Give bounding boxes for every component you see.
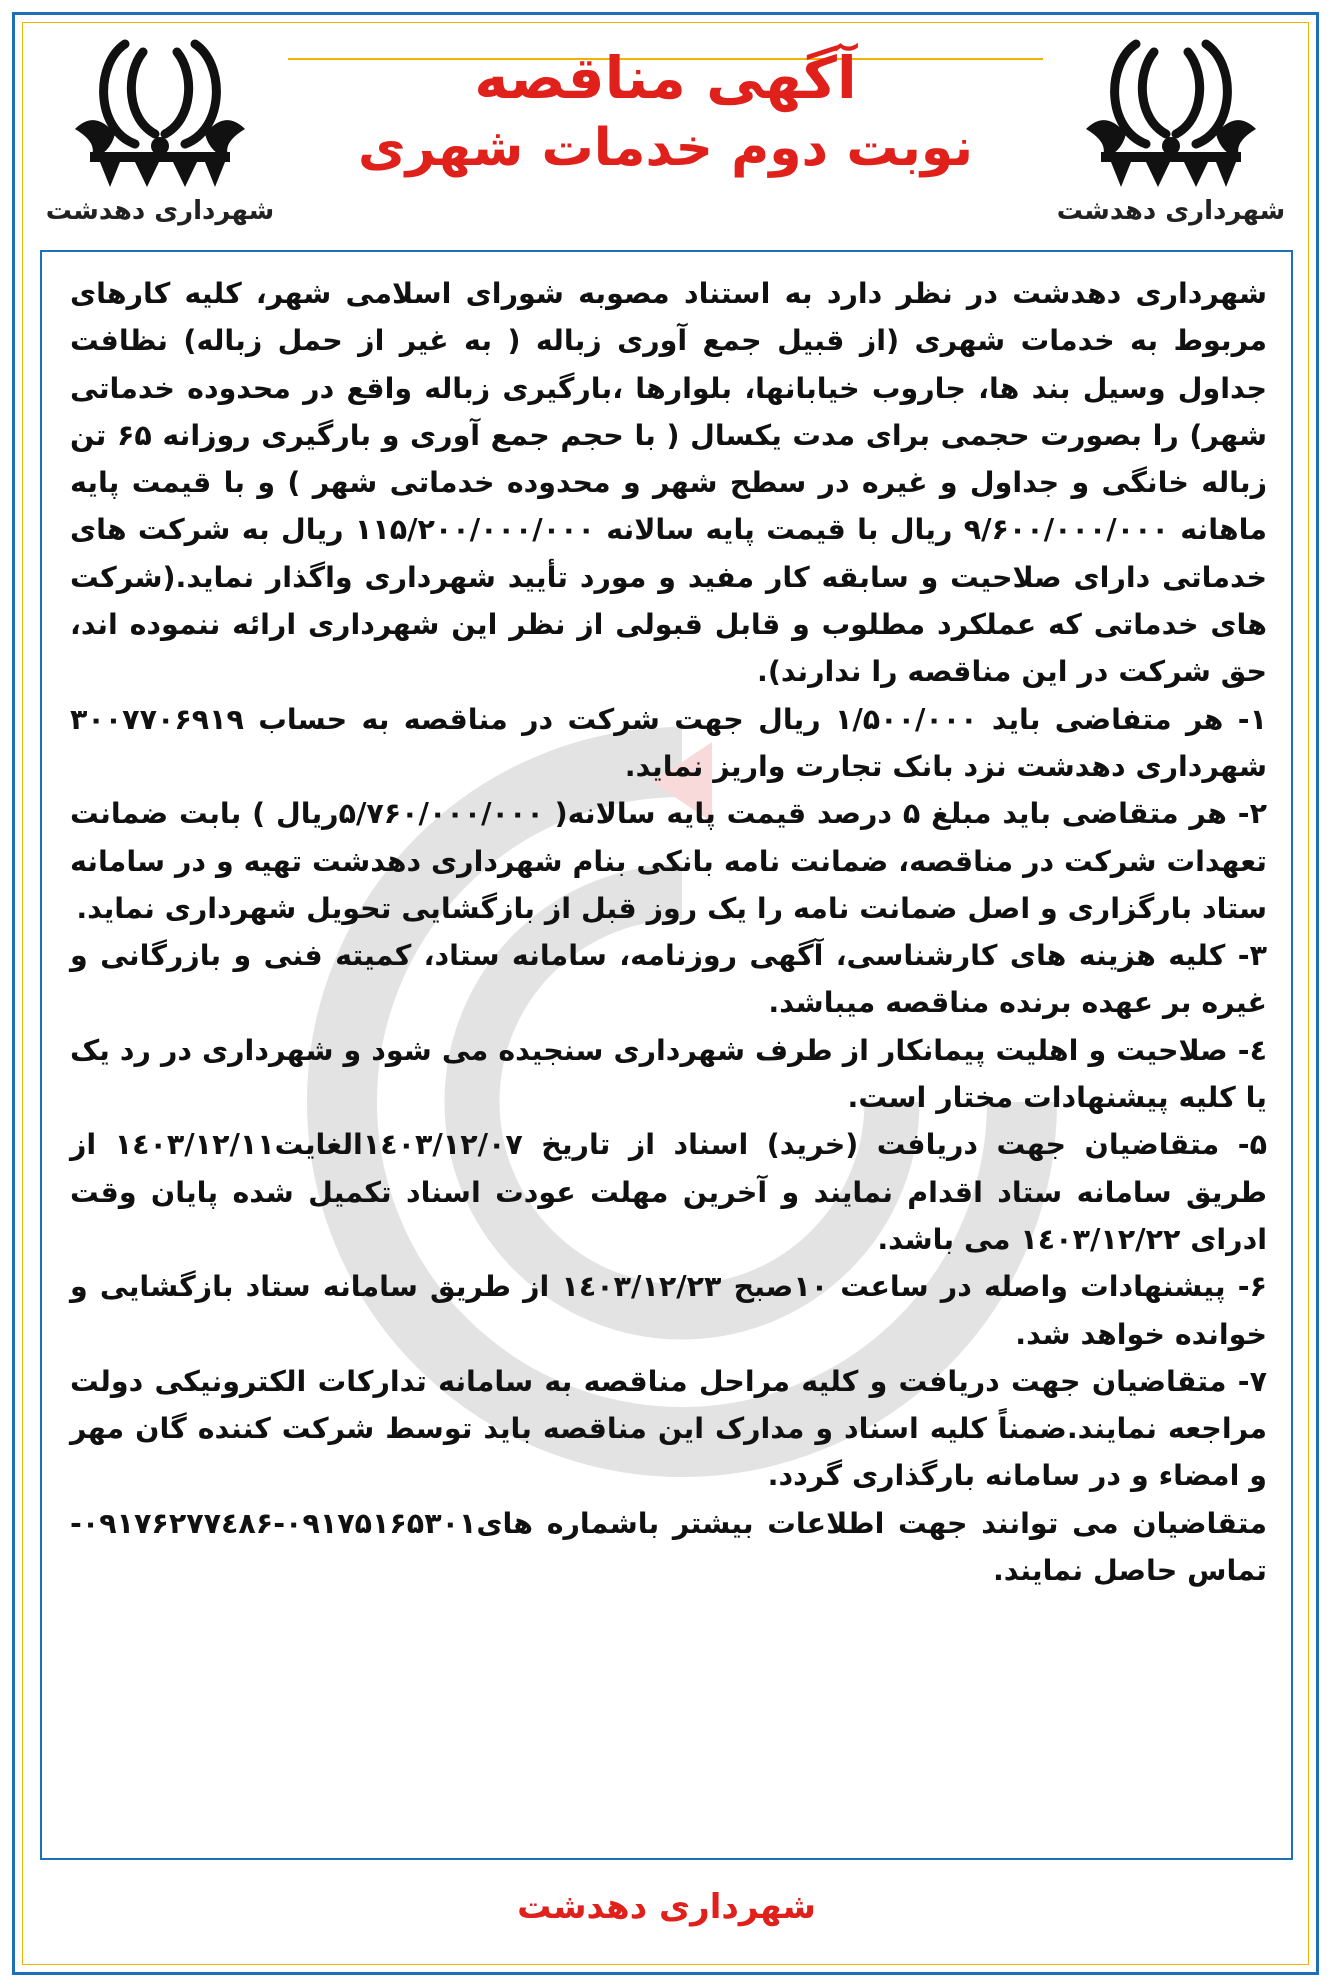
notice-contact: متقاضیان می توانند جهت اطلاعات بیشتر باشماره های۰۹۱۷۵۱۶۵۳۰۱-۰۹۱۷۶۲۷۷٤۸۶-تماس حاصل نمایند. <box>70 1506 1267 1588</box>
municipality-emblem-icon <box>1066 34 1276 194</box>
title-block <box>302 42 1029 182</box>
notice-item-4: ٤- صلاحیت و اهلیت پیمانکار از طرف شهرداری سنجیده می شود و شهرداری در رد یک یا کلیه پیشنهادات مختار است. <box>70 1033 1267 1115</box>
notice-item-5: ۵- متقاضیان جهت دریافت (خرید) اسناد از تاریخ ۱٤۰۳/۱۲/۰۷الغایت۱٤۰۳/۱۲/۱۱ از طریق سامانه ستاد اقدام نمایند و آخرین مهلت عودت اسناد تکمیل شده پایان وقت ادرای ۱٤۰۳/۱۲/۲۲ می باشد. <box>70 1128 1267 1256</box>
footer-signature: شهرداری دهدشت <box>517 1887 816 1927</box>
municipality-emblem-icon <box>55 34 265 194</box>
page-title: آگهی مناقصه <box>474 44 857 112</box>
notice-item-7: ۷- متقاضیان جهت دریافت و کلیه مراحل مناقصه به سامانه تدارکات الکترونیکی دولت مراجعه نمایند.ضمناً کلیه اسناد و مدارک این مناقصه باید توسط شرکت کننده گان مهر و امضاء و در سامانه بارگذاری گردد. <box>70 1364 1267 1493</box>
notice-body <box>40 250 1293 1860</box>
page-subtitle: نوبت دوم خدمات شهری <box>357 117 974 178</box>
notice-item-2: ۲- هر متقاضی باید مبلغ ۵ درصد قیمت پایه سالانه( ۵/۷۶۰/۰۰۰/۰۰۰ریال ) بابت ضمانت تعهدات شرکت در مناقصه، ضمانت نامه بانکی بنام شهرداری دهدشت تهیه و در سامانه ستاد بارگزاری و اصل ضمانت نامه را یک روز قبل از بازگشایی تحویل شهرداری نماید. <box>70 797 1267 925</box>
municipality-logo-right <box>1051 34 1291 239</box>
notice-item-3: ۳- کلیه هزینه های کارشناسی، آگهی روزنامه، سامانه ستاد، کمیته فنی و بازرگانی و غیره بر عهده برنده مناقصه میباشد. <box>70 939 1267 1020</box>
header <box>22 22 1309 242</box>
logo-caption: شهرداری دهدشت <box>1056 196 1286 226</box>
municipality-logo-left <box>40 34 280 239</box>
notice-content <box>42 252 1291 1594</box>
notice-item-1: ۱- هر متفاضی باید ۱/۵۰۰/۰۰۰ ریال جهت شرکت در مناقصه به حساب ۳۰۰۷۷۰۶۹۱۹ شهرداری دهدشت نزد بانک تجارت واریز نماید. <box>70 702 1267 783</box>
notice-intro: شهرداری دهدشت در نظر دارد به استناد مصوبه شورای اسلامی شهر، کلیه کارهای مربوط به خدمات شهری (از قبیل جمع آوری زباله ( به غیر از حمل زباله) نظافت جداول وسیل بند ها، جاروب خیابانها، بلوارها ،بارگیری زباله واقع در محدوده خدماتی شهر) را بصورت حجمی برای مدت یکسال ( با حجم جمع آوری و بارگیری روزانه ۶۵ تن زباله خانگی و جداول و غیره در سطح شهر و محدوده خدماتی شهر ) و با قیمت پایه ماهانه ۹/۶۰۰/۰۰۰/۰۰۰ ریال با قیمت پایه سالانه ۱۱۵/۲۰۰/۰۰۰/۰۰۰ ریال به شرکت های خدماتی دارای صلاحیت و سابقه کار مفید و مورد تأیید شهرداری واگذار نماید.(شرکت های خدماتی که عملکرد مطلوب و قابل قبولی از نظر این شهرداری ارائه ننموده اند، حق شرکت در این مناقصه را ندارند). <box>70 277 1268 689</box>
logo-caption: شهرداری دهدشت <box>45 196 275 226</box>
notice-item-6: ۶- پیشنهادات واصله در ساعت ۱۰صبح ۱٤۰۳/۱۲/۲۳ از طریق سامانه ستاد بازگشایی و خوانده خواهد شد. <box>70 1270 1267 1351</box>
